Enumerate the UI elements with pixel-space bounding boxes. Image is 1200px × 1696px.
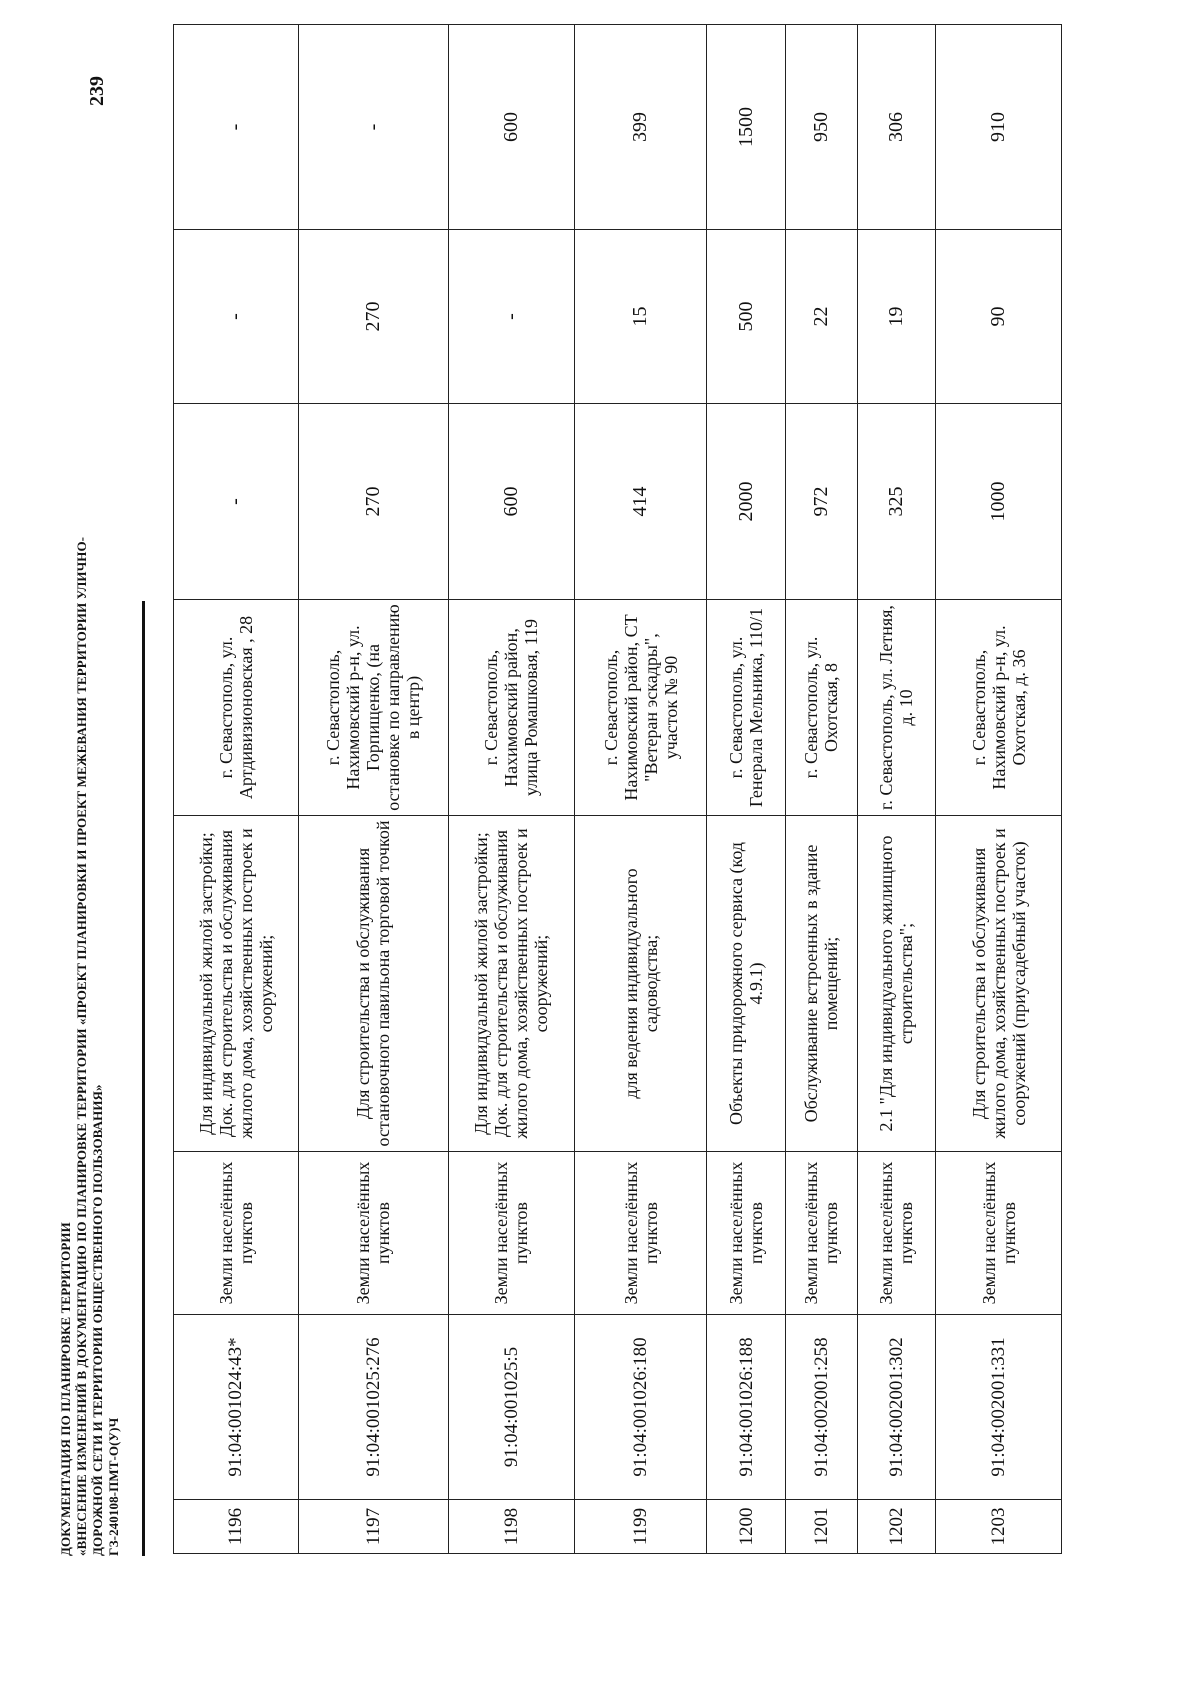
address-cell: г. Севастополь, ул. Артдивизионовская , 28: [174, 600, 299, 816]
area-part-cell: 270: [298, 230, 448, 404]
land-category-cell: Земли населённых пунктов: [707, 1152, 786, 1315]
area-remaining-cell: 910: [936, 25, 1062, 230]
area-remaining-cell: 600: [449, 25, 575, 230]
land-category-cell: Земли населённых пунктов: [449, 1152, 575, 1315]
row-number-cell: 1200: [707, 1500, 786, 1554]
land-category-cell: Земли населённых пунктов: [574, 1152, 706, 1315]
area-remaining-cell: 950: [785, 25, 857, 230]
area-part-cell: -: [174, 230, 299, 404]
header-divider: [142, 601, 145, 1556]
land-category-cell: Земли населённых пунктов: [298, 1152, 448, 1315]
table-row: [449, 25, 575, 1554]
row-number-cell: 1196: [174, 1500, 299, 1554]
permitted-use-cell: Для строительства и обслуживания остановочного павильона торговой точкой: [298, 816, 448, 1152]
row-number-cell: 1197: [298, 1500, 448, 1554]
permitted-use-cell: для ведения индивидуального садоводства;: [574, 816, 706, 1152]
address-cell: г. Севастополь, Нахимовский район, улица Ромашковая, 119: [449, 600, 575, 816]
address-cell: г. Севастополь, ул. Генерала Мельника, 110/1: [707, 600, 786, 816]
row-number-cell: 1202: [857, 1500, 936, 1554]
area-remaining-cell: -: [298, 25, 448, 230]
address-cell: г. Севастополь, Нахимовский р-н, ул. Горпищенко, (на остановке по направлению в центр): [298, 600, 448, 816]
land-category-cell: Земли населённых пунктов: [857, 1152, 936, 1315]
permitted-use-cell: Для индивидуальной жилой застройки; Док. для строительства и обслуживания жилого дома, хозяйственных построек и сооружений;: [449, 816, 575, 1152]
address-cell: г. Севастополь, Нахимовский р-н, ул. Охотская, д. 36: [936, 600, 1062, 816]
cadastral-number-cell: 91:04:001026:188: [707, 1315, 786, 1500]
area-total-cell: 270: [298, 404, 448, 600]
cadastral-number-cell: 91:04:002001:258: [785, 1315, 857, 1500]
cadastral-number-cell: 91:04:001025:5: [449, 1315, 575, 1500]
area-total-cell: 2000: [707, 404, 786, 600]
header-line-1: ДОКУМЕНТАЦИЯ ПО ПЛАНИРОВКЕ ТЕРРИТОРИИ: [58, 1222, 73, 1556]
area-remaining-cell: 306: [857, 25, 936, 230]
cadastral-number-cell: 91:04:001025:276: [298, 1315, 448, 1500]
table-row: [298, 25, 448, 1554]
area-total-cell: -: [174, 404, 299, 600]
page-number: 239: [86, 76, 108, 106]
table-row: [707, 25, 786, 1554]
area-total-cell: 972: [785, 404, 857, 600]
area-remaining-cell: 1500: [707, 25, 786, 230]
land-category-cell: Земли населённых пунктов: [174, 1152, 299, 1315]
area-total-cell: 414: [574, 404, 706, 600]
land-category-cell: Земли населённых пунктов: [936, 1152, 1062, 1315]
land-category-cell: Земли населённых пунктов: [785, 1152, 857, 1315]
area-remaining-cell: 399: [574, 25, 706, 230]
area-part-cell: 15: [574, 230, 706, 404]
table-row: [574, 25, 706, 1554]
table-row: [857, 25, 936, 1554]
table-row: [174, 25, 299, 1554]
area-part-cell: 22: [785, 230, 857, 404]
address-cell: г. Севастополь, Нахимовский район, СТ "Ветеран эскадры", участок № 90: [574, 600, 706, 816]
permitted-use-cell: 2.1 "Для индивидуального жилищного строительства";: [857, 816, 936, 1152]
cadastral-number-cell: 91:04:002001:331: [936, 1315, 1062, 1500]
area-total-cell: 1000: [936, 404, 1062, 600]
cadastral-number-cell: 91:04:002001:302: [857, 1315, 936, 1500]
table-row: [785, 25, 857, 1554]
header-line-2: «ВНЕСЕНИЕ ИЗМЕНЕНИЙ В ДОКУМЕНТАЦИЮ ПО ПЛАНИРОВКЕ ТЕРРИТОРИИ «ПРОЕКТ ПЛАНИРОВКИ И ПРОЕКТ МЕЖЕВАНИЯ ТЕРРИТОРИИ УЛИЧНО-: [74, 536, 89, 1556]
area-part-cell: 19: [857, 230, 936, 404]
permitted-use-cell: Для индивидуальной жилой застройки; Док. для строительства и обслуживания жилого дома, хозяйственных построек и сооружений;: [174, 816, 299, 1152]
row-number-cell: 1199: [574, 1500, 706, 1554]
row-number-cell: 1198: [449, 1500, 575, 1554]
area-total-cell: 600: [449, 404, 575, 600]
cadastral-number-cell: 91:04:001026:180: [574, 1315, 706, 1500]
area-remaining-cell: -: [174, 25, 299, 230]
area-part-cell: -: [449, 230, 575, 404]
row-number-cell: 1201: [785, 1500, 857, 1554]
permitted-use-cell: Обслуживание встроенных в здание помещений;: [785, 816, 857, 1152]
address-cell: г. Севастополь, ул. Охотская, 8: [785, 600, 857, 816]
header-line-4: ГЗ-240108-ПМТ-О(У)Ч: [106, 1417, 121, 1556]
row-number-cell: 1203: [936, 1500, 1062, 1554]
area-part-cell: 500: [707, 230, 786, 404]
cadastral-number-cell: 91:04:001024:43*: [174, 1315, 299, 1500]
header-line-3: ДОРОЖНОЙ СЕТИ И ТЕРРИТОРИИ ОБЩЕСТВЕННОГО ПОЛЬЗОВАНИЯ»: [90, 1084, 105, 1556]
permitted-use-cell: Для строительства и обслуживания жилого дома, хозяйственных построек и сооружений (приусадебный участок): [936, 816, 1062, 1152]
document-header: [58, 56, 122, 1556]
address-cell: г. Севастополь, ул. Летняя, д. 10: [857, 600, 936, 816]
area-total-cell: 325: [857, 404, 936, 600]
table-row: [936, 25, 1062, 1554]
area-part-cell: 90: [936, 230, 1062, 404]
land-parcel-table: [173, 24, 1062, 1554]
permitted-use-cell: Объекты придорожного сервиса (код 4.9.1): [707, 816, 786, 1152]
